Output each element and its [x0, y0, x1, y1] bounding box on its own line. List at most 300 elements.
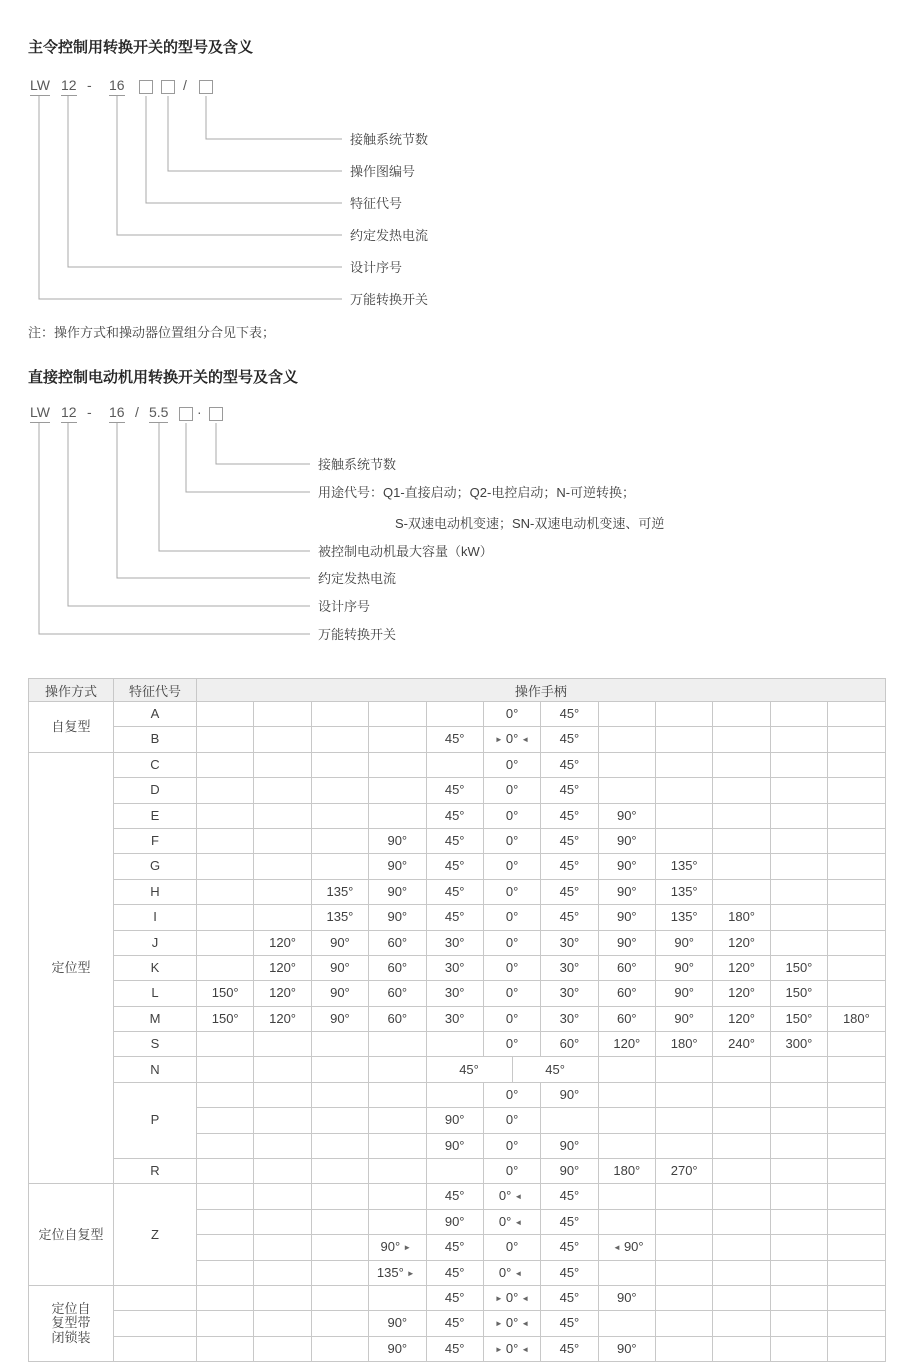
handle-position-cell	[197, 778, 254, 803]
table-row	[29, 1336, 886, 1361]
handle-position-cell	[311, 879, 368, 904]
handle-position-cell	[770, 1235, 827, 1260]
angle-value: 30°	[559, 934, 580, 950]
feature-code-cell	[114, 1336, 197, 1361]
angle-value: 30°	[559, 959, 580, 975]
table-row	[29, 1006, 886, 1031]
handle-position-cell	[483, 1133, 540, 1158]
handle-position-cell	[254, 702, 311, 727]
model2-dot: ·	[197, 404, 202, 420]
angle-value: 60°	[387, 1010, 408, 1026]
model1-current: 16	[109, 77, 125, 96]
handle-position-cell	[770, 828, 827, 853]
handle-position-cell	[311, 1235, 368, 1260]
handle-position-cell	[311, 1108, 368, 1133]
feature-code-cell: C	[114, 752, 197, 777]
section1-title: 主令控制用转换开关的型号及含义	[28, 39, 254, 56]
arrow-right-icon: ►	[494, 1319, 503, 1329]
handle-position-cell	[311, 828, 368, 853]
handle-position-cell	[254, 955, 311, 980]
handle-position-cell	[254, 1311, 311, 1336]
handle-position-cell	[512, 1057, 598, 1082]
angle-value: 150°	[211, 985, 239, 1001]
handle-position-cell	[541, 803, 598, 828]
label2-design-number: 设计序号	[318, 599, 371, 614]
arrow-right-icon: ►	[494, 1294, 503, 1304]
handle-position-cell	[311, 1159, 368, 1184]
table-row	[29, 1082, 886, 1107]
handle-position-cell	[541, 1260, 598, 1285]
handle-position-cell	[483, 702, 540, 727]
angle-value: 120°	[269, 985, 296, 1001]
angle-value: 0°	[505, 1112, 519, 1128]
handle-position-cell	[598, 879, 655, 904]
handle-position-cell	[197, 828, 254, 853]
handle-position-cell	[828, 879, 886, 904]
handle-position-cell	[483, 1159, 540, 1184]
handle-position-cell	[311, 854, 368, 879]
angle-value: 0°	[505, 1137, 519, 1153]
handle-position-cell	[713, 930, 770, 955]
handle-position-cell	[254, 905, 311, 930]
handle-position-cell	[197, 1285, 254, 1310]
handle-position-cell	[541, 955, 598, 980]
handle-position-cell	[369, 981, 426, 1006]
handle-position-cell	[598, 930, 655, 955]
handle-position-cell	[713, 1006, 770, 1031]
handle-position-cell	[311, 1260, 368, 1285]
handle-position-cell	[197, 1082, 254, 1107]
handle-position-cell	[541, 752, 598, 777]
handle-position-cell	[254, 828, 311, 853]
handle-position-cell	[828, 1133, 886, 1158]
handle-position-cell	[483, 1082, 540, 1107]
angle-value: 0°	[505, 1086, 519, 1102]
handle-position-cell	[713, 727, 770, 752]
angle-value: 90°	[387, 1340, 408, 1356]
angle-value: 30°	[444, 985, 465, 1001]
handle-position-cell	[426, 778, 483, 803]
model1-series: 12	[61, 77, 77, 96]
label-diagram-number: 操作图编号	[350, 164, 416, 179]
angle-value: 90°	[444, 1213, 465, 1229]
handle-position-cell	[369, 727, 426, 752]
handle-position-cell	[598, 1311, 655, 1336]
handle-position-cell	[656, 702, 713, 727]
handle-position-cell	[369, 702, 426, 727]
angle-value: 135°	[670, 909, 698, 925]
handle-position-cell	[541, 854, 598, 879]
model2-prefix: LW	[30, 404, 50, 423]
arrow-right-icon: ►	[494, 735, 503, 745]
angle-value: 0°	[505, 833, 519, 848]
handle-position-cell	[369, 752, 426, 777]
angle-value: 0°	[505, 1239, 519, 1255]
angle-value: 90°	[616, 1290, 637, 1306]
handle-position-cell	[541, 879, 598, 904]
feature-code-box	[139, 80, 153, 94]
handle-position-cell	[254, 1082, 311, 1107]
arrow-left-icon: ◄	[521, 1294, 530, 1304]
handle-position-cell	[770, 930, 827, 955]
handle-position-cell	[713, 1311, 770, 1336]
handle-position-cell	[369, 930, 426, 955]
angle-value: 90°	[616, 909, 637, 925]
handle-position-cell	[254, 1235, 311, 1260]
handle-position-cell	[311, 1133, 368, 1158]
handle-position-cell	[483, 930, 540, 955]
handle-position-cell	[254, 1108, 311, 1133]
handle-position-cell	[828, 1082, 886, 1107]
angle-value: 0°	[505, 883, 519, 899]
label-rated-current: 约定发热电流	[350, 228, 429, 243]
angle-value: 60°	[387, 985, 408, 1001]
angle-value: 45°	[559, 1188, 580, 1204]
angle-value: 90°	[616, 833, 637, 848]
handle-position-cell	[426, 879, 483, 904]
handle-position-cell	[197, 1057, 254, 1082]
handle-position-cell	[656, 1209, 713, 1234]
handle-position-cell	[828, 752, 886, 777]
handle-position-cell	[483, 955, 540, 980]
handle-position-cell	[770, 1108, 827, 1133]
handle-position-cell	[598, 1133, 655, 1158]
handle-position-cell	[713, 1184, 770, 1209]
handle-position-cell	[713, 1336, 770, 1361]
contact-sections-box	[199, 80, 213, 94]
handle-position-cell	[197, 752, 254, 777]
angle-value: 45°	[444, 858, 465, 874]
angle-value: 0°	[505, 1163, 519, 1179]
handle-position-cell	[541, 1336, 598, 1361]
table-row	[29, 1184, 886, 1209]
feature-code-cell: M	[114, 1006, 197, 1031]
handle-position-cell	[713, 1285, 770, 1310]
feature-code-cell: Z	[114, 1184, 197, 1286]
handle-position-cell	[426, 1285, 483, 1310]
handle-position-cell	[197, 955, 254, 980]
handle-position-cell	[598, 1209, 655, 1234]
angle-value: 30°	[444, 1010, 465, 1026]
handle-position-cell	[426, 854, 483, 879]
arrow-right-icon: ►	[406, 1268, 415, 1278]
handle-position-cell	[713, 854, 770, 879]
handle-position-cell	[197, 879, 254, 904]
handle-position-cell	[483, 828, 540, 853]
handle-position-cell	[483, 879, 540, 904]
handle-table-body	[29, 702, 886, 1362]
handle-position-cell	[541, 1032, 598, 1057]
handle-position-cell	[369, 803, 426, 828]
handle-position-cell	[483, 905, 540, 930]
handle-position-cell	[197, 905, 254, 930]
handle-position-cell	[369, 1133, 426, 1158]
angle-value: 0°	[505, 1036, 519, 1052]
handle-position-cell	[828, 778, 886, 803]
angle-value: 90°	[387, 909, 408, 925]
handle-position-cell	[197, 727, 254, 752]
angle-value: 0°	[498, 1188, 512, 1204]
angle-value: 45°	[559, 1239, 580, 1255]
handle-position-cell	[311, 752, 368, 777]
handle-position-cell	[828, 955, 886, 980]
handle-position-cell	[713, 1235, 770, 1260]
angle-value: 180°	[728, 909, 755, 925]
handle-position-cell	[770, 1133, 827, 1158]
handle-position-cell	[770, 879, 827, 904]
handle-position-cell	[598, 1032, 655, 1057]
table-header-row	[29, 679, 886, 702]
angle-value: 150°	[785, 985, 813, 1001]
angle-value: 30°	[559, 985, 580, 1001]
handle-position-cell	[197, 1311, 254, 1336]
handle-position-cell	[541, 1006, 598, 1031]
handle-position-cell	[770, 702, 827, 727]
handle-position-cell	[656, 803, 713, 828]
handle-position-cell	[254, 930, 311, 955]
feature-code-cell: K	[114, 955, 197, 980]
angle-value: 45°	[559, 807, 580, 823]
handle-position-cell	[598, 1108, 655, 1133]
angle-value: 90°	[444, 1112, 465, 1128]
handle-position-cell	[311, 1184, 368, 1209]
handle-position-cell	[426, 1133, 483, 1158]
angle-value: 135°	[326, 883, 354, 899]
handle-position-cell	[197, 981, 254, 1006]
handle-position-cell	[656, 1311, 713, 1336]
feature-code-cell: B	[114, 727, 197, 752]
handle-position-cell	[828, 828, 886, 853]
angle-value: 0°	[505, 1010, 519, 1026]
handle-position-cell	[828, 1006, 886, 1031]
angle-value: 90°	[616, 934, 637, 950]
angle-value: 90°	[387, 1315, 408, 1331]
label2-rated-current: 约定发热电流	[318, 571, 397, 586]
handle-position-cell	[770, 1006, 827, 1031]
angle-value: 90°	[616, 807, 637, 823]
angle-value: 135°	[670, 883, 698, 899]
handle-position-cell	[541, 702, 598, 727]
feature-code-cell: R	[114, 1159, 197, 1184]
handle-position-cell	[426, 828, 483, 853]
angle-value: 90°	[616, 883, 637, 899]
angle-value: 0°	[505, 959, 519, 975]
angle-value: 120°	[269, 959, 296, 975]
handle-position-cell	[656, 1082, 713, 1107]
handle-position-cell	[483, 981, 540, 1006]
angle-value: 45°	[444, 1315, 465, 1331]
handle-position-cell	[770, 1311, 827, 1336]
angle-value: 45°	[444, 883, 465, 899]
handle-position-cell	[656, 1260, 713, 1285]
handle-position-cell	[713, 828, 770, 853]
table-row	[29, 905, 886, 930]
feature-code-cell: I	[114, 905, 197, 930]
handle-position-cell	[426, 1082, 483, 1107]
handle-position-cell	[713, 1159, 770, 1184]
handle-position-cell	[426, 1108, 483, 1133]
handle-position-cell	[770, 1209, 827, 1234]
angle-value: 90°	[387, 833, 408, 848]
handle-position-cell	[598, 803, 655, 828]
operation-mode-cell: 定位型	[29, 752, 114, 1184]
handle-position-cell	[770, 752, 827, 777]
table-row	[29, 930, 886, 955]
handle-position-cell	[828, 1336, 886, 1361]
angle-value: 45°	[444, 909, 465, 925]
angle-value: 90°	[559, 1086, 580, 1102]
label-design-number: 设计序号	[350, 260, 403, 275]
handle-position-cell	[541, 1133, 598, 1158]
handle-position-cell	[541, 905, 598, 930]
handle-position-cell	[254, 1032, 311, 1057]
handle-position-cell	[426, 955, 483, 980]
angle-value: 120°	[728, 1010, 755, 1026]
model2-series: 12	[61, 404, 77, 423]
feature-code-cell: A	[114, 702, 197, 727]
handle-position-cell	[483, 1311, 540, 1336]
handle-position-cell	[197, 1336, 254, 1361]
handle-position-cell	[770, 778, 827, 803]
handle-position-cell	[369, 778, 426, 803]
handle-position-cell	[713, 1082, 770, 1107]
handle-position-cell	[541, 1159, 598, 1184]
handle-position-cell	[656, 1006, 713, 1031]
angle-value: 45°	[559, 756, 580, 772]
handle-position-cell	[656, 1184, 713, 1209]
handle-position-cell	[483, 854, 540, 879]
handle-position-cell	[770, 727, 827, 752]
handle-position-cell	[770, 1082, 827, 1107]
feature-code-cell: P	[114, 1082, 197, 1158]
handle-position-cell	[197, 1032, 254, 1057]
handle-position-cell	[483, 803, 540, 828]
handle-position-cell	[828, 930, 886, 955]
angle-value: 150°	[785, 959, 813, 975]
handle-position-cell	[828, 854, 886, 879]
handle-position-cell	[483, 1285, 540, 1310]
handle-position-cell	[426, 1336, 483, 1361]
angle-value: 90°	[380, 1239, 401, 1255]
handle-position-cell	[770, 1184, 827, 1209]
handle-position-cell	[828, 1260, 886, 1285]
table-row	[29, 1057, 886, 1082]
table-row	[29, 828, 886, 853]
angle-value: 180°	[670, 1036, 698, 1052]
handle-position-cell	[483, 1006, 540, 1031]
handle-position-cell	[254, 879, 311, 904]
handle-position-cell	[254, 1336, 311, 1361]
handle-position-cell	[828, 905, 886, 930]
handle-table	[28, 678, 886, 1362]
angle-value: 45°	[444, 807, 465, 823]
handle-position-cell	[483, 752, 540, 777]
handle-position-cell	[426, 1006, 483, 1031]
angle-value: 45°	[559, 1213, 580, 1229]
angle-value: 45°	[444, 1290, 465, 1306]
handle-position-cell	[770, 981, 827, 1006]
handle-position-cell	[311, 930, 368, 955]
operation-mode-cell: 定位自复型	[29, 1184, 114, 1286]
handle-position-cell	[828, 1285, 886, 1310]
handle-position-cell	[369, 1184, 426, 1209]
angle-value: 90°	[674, 985, 695, 1001]
label2-motor-power: 被控制电动机最大容量（kW）	[318, 544, 493, 559]
handle-position-cell	[254, 1133, 311, 1158]
angle-value: 60°	[559, 1036, 580, 1052]
model1-slash: /	[183, 77, 187, 93]
handle-position-cell	[483, 778, 540, 803]
angle-value: 30°	[444, 934, 465, 950]
angle-value: 0°	[505, 934, 519, 950]
angle-value: 0°	[505, 985, 519, 1001]
handle-position-cell	[656, 1032, 713, 1057]
handle-position-cell	[598, 1159, 655, 1184]
handle-position-cell	[369, 955, 426, 980]
handle-position-cell	[483, 1336, 540, 1361]
table-row	[29, 955, 886, 980]
handle-position-cell	[254, 727, 311, 752]
angle-value: 90°	[444, 1137, 465, 1153]
handle-position-cell	[598, 1260, 655, 1285]
handle-position-cell	[828, 1235, 886, 1260]
handle-position-cell	[483, 1260, 540, 1285]
label-universal-switch: 万能转换开关	[350, 292, 429, 307]
handle-position-cell	[713, 1032, 770, 1057]
handle-position-cell	[656, 828, 713, 853]
handle-position-cell	[598, 1184, 655, 1209]
handle-position-cell	[311, 1285, 368, 1310]
handle-position-cell	[598, 955, 655, 980]
handle-position-cell	[311, 1032, 368, 1057]
handle-position-cell	[369, 1311, 426, 1336]
handle-position-cell	[656, 981, 713, 1006]
handle-position-cell	[369, 1235, 426, 1260]
handle-position-cell	[713, 1057, 770, 1082]
handle-position-cell	[656, 1057, 713, 1082]
handle-position-cell	[254, 752, 311, 777]
angle-value: 90°	[616, 858, 637, 874]
angle-value: 0°	[505, 756, 519, 772]
handle-position-cell	[541, 930, 598, 955]
handle-position-cell	[598, 828, 655, 853]
angle-value: 90°	[616, 1340, 637, 1356]
model1-prefix: LW	[30, 77, 50, 96]
angle-value: 45°	[559, 706, 580, 722]
handle-position-cell	[598, 854, 655, 879]
handle-position-cell	[541, 727, 598, 752]
angle-value: 0°	[505, 782, 519, 798]
angle-value: 120°	[728, 959, 755, 975]
angle-value: 45°	[545, 1061, 565, 1077]
handle-position-cell	[426, 1057, 512, 1082]
handle-position-cell	[598, 752, 655, 777]
handle-position-cell	[656, 752, 713, 777]
handle-position-cell	[311, 803, 368, 828]
table-row	[29, 727, 886, 752]
angle-value: 90°	[387, 883, 408, 899]
handle-position-cell	[311, 1336, 368, 1361]
handle-position-cell	[197, 1184, 254, 1209]
handle-position-cell	[598, 1006, 655, 1031]
handle-position-cell	[656, 879, 713, 904]
table-row	[29, 752, 886, 777]
handle-position-cell	[598, 1285, 655, 1310]
angle-value: 180°	[613, 1163, 641, 1179]
table-row	[29, 981, 886, 1006]
table-row	[29, 803, 886, 828]
handle-position-cell	[770, 905, 827, 930]
